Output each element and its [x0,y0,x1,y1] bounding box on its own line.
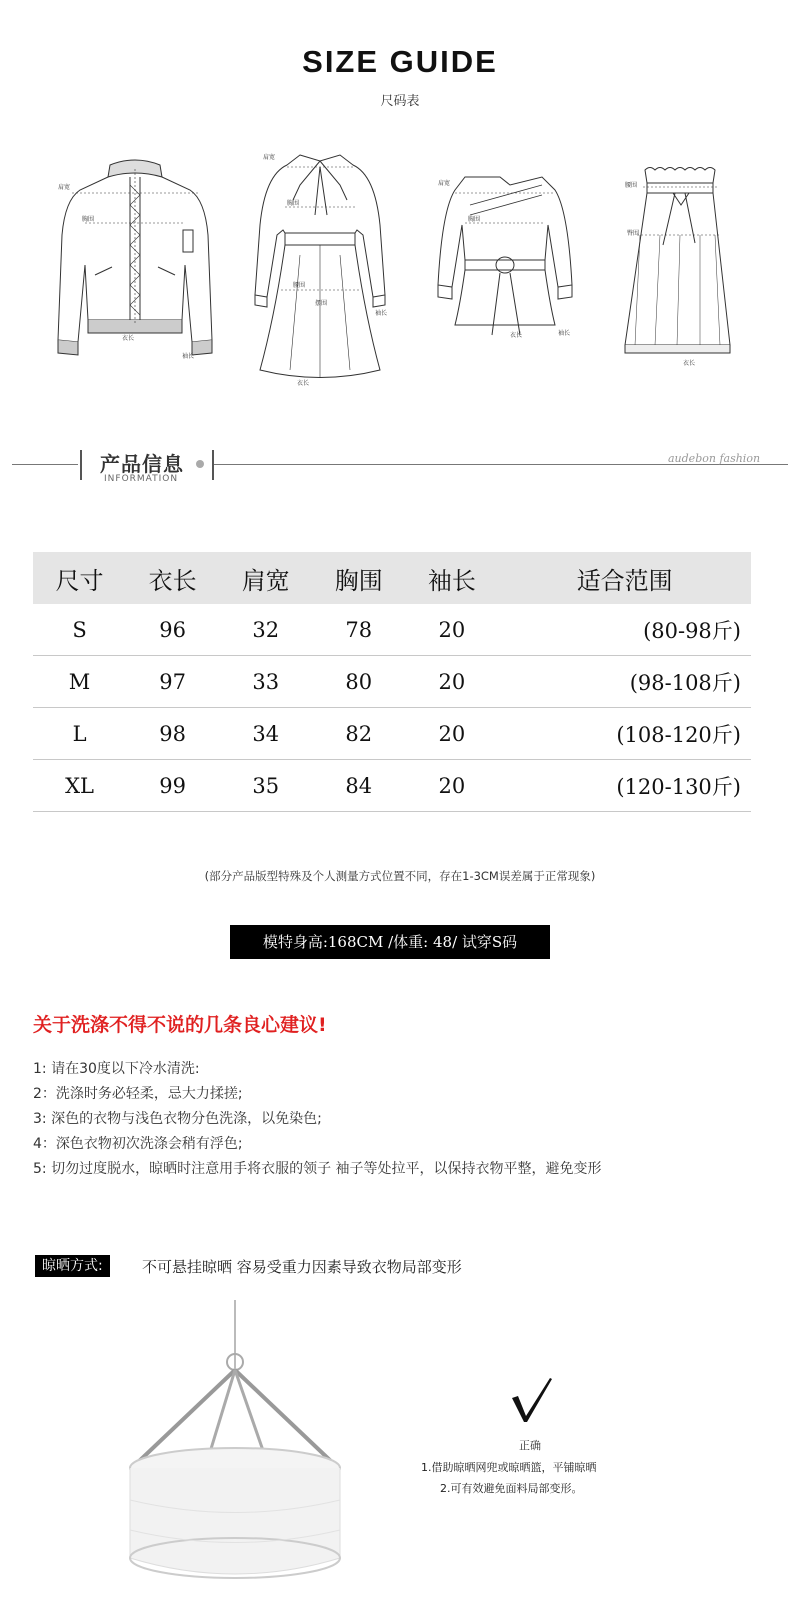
table-row [33,604,751,656]
col-fit-range: 适合范围 [498,552,751,604]
cell-shoulder: 34 [219,708,312,760]
cell-chest: 80 [312,656,405,708]
dot-icon [196,460,204,468]
cell-fit-range: (98-108斤) [498,656,751,708]
page-subtitle: 尺码表 [380,94,420,109]
washing-tip: 3: 深色的衣物与浅色衣物分色洗涤，以免染色; [33,1111,322,1127]
label-length: 衣长 [683,360,696,367]
washing-tip: 2：洗涤时务必轻柔，忌大力揉搓; [33,1086,243,1102]
cell-size: M [33,656,126,708]
label-sleeve: 袖长 [375,310,388,317]
section-title: 产品信息 [100,452,184,476]
divider-bar [80,450,82,480]
skirt-illustration [615,165,740,370]
cell-size: XL [33,760,126,812]
col-length: 衣长 [126,552,219,604]
washing-tip: 4：深色衣物初次洗涤会稍有浮色; [33,1136,243,1152]
cell-length: 97 [126,656,219,708]
cell-length: 96 [126,604,219,656]
label-chest: 胸围 [468,216,481,223]
table-row [33,656,751,708]
col-shoulder: 肩宽 [219,552,312,604]
page-title: SIZE GUIDE [302,44,498,79]
correct-label: 正确 [519,1439,541,1452]
cell-fit-range: (108-120斤) [498,708,751,760]
section-subtitle: INFORMATION [104,474,179,484]
cell-chest: 82 [312,708,405,760]
drying-tip: 1.借助晾晒网兜或晾晒篮，平铺晾晒 [421,1461,597,1474]
cell-sleeve: 20 [405,604,498,656]
label-length: 衣长 [122,335,135,342]
label-shoulder: 肩宽 [263,154,276,161]
label-length: 衣长 [297,380,310,387]
brand-script: audebon fashion [668,452,761,465]
label-shoulder: 肩宽 [58,184,71,191]
label-waist: 腰围 [625,182,638,189]
washing-title: 关于洗涤不得不说的几条良心建议! [33,1014,327,1036]
cell-shoulder: 35 [219,760,312,812]
cell-sleeve: 20 [405,708,498,760]
cell-length: 98 [126,708,219,760]
cell-size: L [33,708,126,760]
label-chest: 胸围 [287,200,300,207]
cell-shoulder: 33 [219,656,312,708]
label-shoulder: 肩宽 [438,180,451,187]
label-chest: 胸围 [82,216,95,223]
cell-fit-range: (80-98斤) [498,604,751,656]
col-chest: 胸围 [312,552,405,604]
drying-basket-illustration [115,1300,355,1590]
cell-length: 99 [126,760,219,812]
table-row [33,760,751,812]
col-size: 尺寸 [33,552,126,604]
cell-size: S [33,604,126,656]
cell-chest: 84 [312,760,405,812]
washing-tip: 5: 切勿过度脱水，晾晒时注意用手将衣服的领子 袖子等处拉平，以保持衣物平整，避免变形 [33,1161,602,1177]
cell-chest: 78 [312,604,405,656]
label-sleeve: 袖长 [558,330,571,337]
col-sleeve: 袖长 [405,552,498,604]
divider-bar [212,450,214,480]
label-length: 衣长 [510,332,523,339]
cell-fit-range: (120-130斤) [498,760,751,812]
label-hip: 臀围 [627,230,640,237]
washing-tip: 1: 请在30度以下冷水清洗: [33,1061,200,1077]
model-info-badge: 模特身高:168CM /体重: 48/ 试穿S码 [230,925,550,959]
drying-label: 晾晒方式: [35,1255,110,1277]
cell-sleeve: 20 [405,760,498,812]
divider-line [12,464,78,465]
drying-text: 不可悬挂晾晒 容易受重力因素导致衣物局部变形 [142,1258,462,1276]
table-header-row [33,552,751,604]
size-table [33,552,751,812]
jacket-illustration [50,155,220,360]
table-row [33,708,751,760]
drying-tip: 2.可有效避免面料局部变形。 [440,1482,583,1495]
dress-illustration [245,145,395,390]
cell-sleeve: 20 [405,656,498,708]
cell-shoulder: 32 [219,604,312,656]
label-hem: 摆围 [315,300,328,307]
measurement-note: (部分产品版型特殊及个人测量方式位置不同，存在1-3CM误差属于正常现象) [204,869,596,883]
blouse-illustration [430,165,580,345]
label-waist: 腰围 [293,282,306,289]
label-sleeve: 袖长 [182,353,195,360]
check-icon [510,1376,554,1424]
